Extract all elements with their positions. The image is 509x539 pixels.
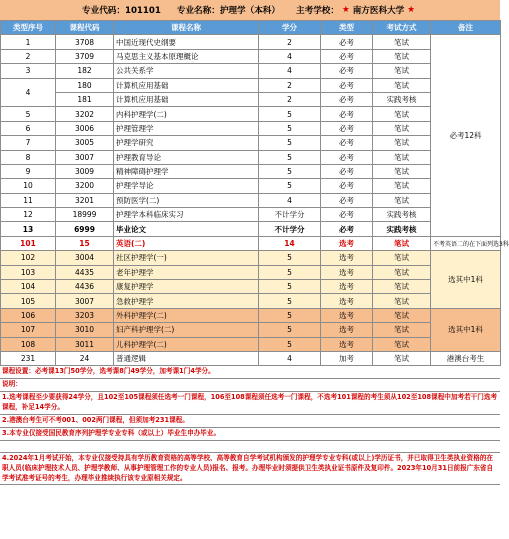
- cell-code: 3203: [56, 308, 114, 322]
- cell-course: 预防医学(二): [114, 193, 259, 207]
- note-line-3: 3.本专业仅接受国民教育序列护理学专业专科（或以上）毕业生申办毕业。: [0, 428, 500, 441]
- cell-credit: 不计学分: [259, 222, 321, 236]
- cell-exam: 实践考核: [373, 92, 431, 106]
- cell-type: 必考: [321, 222, 373, 236]
- cell-code: 3200: [56, 179, 114, 193]
- cell-course: 老年护理学: [114, 265, 259, 279]
- cell-exam: 笔试: [373, 351, 431, 365]
- cell-seq: 13: [1, 222, 56, 236]
- cell-seq: 11: [1, 193, 56, 207]
- cell-seq: 12: [1, 208, 56, 222]
- cell-exam: 笔试: [373, 136, 431, 150]
- cell-seq: 7: [1, 136, 56, 150]
- cell-type: 选考: [321, 251, 373, 265]
- cell-type: 选考: [321, 337, 373, 351]
- cell-exam: 笔试: [373, 78, 431, 92]
- cell-type: 选考: [321, 294, 373, 308]
- cell-code: 182: [56, 64, 114, 78]
- cell-type: 必考: [321, 64, 373, 78]
- cell-code: 3202: [56, 107, 114, 121]
- cell-credit: 5: [259, 280, 321, 294]
- table-row: [1, 150, 501, 164]
- cell-credit: 14: [259, 236, 321, 250]
- cell-exam: 笔试: [373, 35, 431, 49]
- cell-type: 必考: [321, 136, 373, 150]
- cell-seq: 102: [1, 251, 56, 265]
- star-icon: ★: [407, 5, 415, 15]
- table-row: [1, 265, 501, 279]
- cell-course: 马克思主义基本原理概论: [114, 49, 259, 63]
- cell-seq: 5: [1, 107, 56, 121]
- course-table: [0, 20, 509, 366]
- note-line-2: 2.港澳台考生可不考001、002两门课程，但须加考231课程。: [0, 415, 500, 428]
- cell-credit: 5: [259, 308, 321, 322]
- cell-exam: 笔试: [373, 164, 431, 178]
- header-row: [1, 21, 501, 35]
- table-row: [1, 35, 501, 49]
- table-row: [1, 251, 501, 265]
- cell-exam: 笔试: [373, 265, 431, 279]
- note-group2: 选其中1科: [431, 308, 501, 351]
- col-header: 考试方式: [373, 21, 431, 35]
- cell-code: 181: [56, 92, 114, 106]
- cell-code: 3011: [56, 337, 114, 351]
- cell-credit: 5: [259, 107, 321, 121]
- table-title: [0, 0, 500, 20]
- cell-type: 必考: [321, 208, 373, 222]
- cell-credit: 2: [259, 35, 321, 49]
- school-name: 南方医科大学: [352, 6, 405, 16]
- table-row: [1, 49, 501, 63]
- cell-code: 4436: [56, 280, 114, 294]
- note-group1: 选其中1科: [431, 251, 501, 309]
- cell-course: 计算机应用基础: [114, 92, 259, 106]
- school-label: 主考学校：: [296, 6, 339, 16]
- cell-course: 急救护理学: [114, 294, 259, 308]
- cell-type: 必考: [321, 193, 373, 207]
- cell-credit: 5: [259, 323, 321, 337]
- cell-code: 24: [56, 351, 114, 365]
- cell-course: 毕业论文: [114, 222, 259, 236]
- cell-code: 3201: [56, 193, 114, 207]
- cell-credit: 4: [259, 64, 321, 78]
- cell-code: 3709: [56, 49, 114, 63]
- col-header: 类型序号: [1, 21, 56, 35]
- cell-type: 必考: [321, 179, 373, 193]
- cell-course: 社区护理学(一): [114, 251, 259, 265]
- table-row: [1, 121, 501, 135]
- cell-type: 选考: [321, 265, 373, 279]
- cell-type: 选考: [321, 308, 373, 322]
- cell-seq: 10: [1, 179, 56, 193]
- cell-code: 18999: [56, 208, 114, 222]
- cell-seq: 103: [1, 265, 56, 279]
- cell-course: 康复护理学: [114, 280, 259, 294]
- cell-course: 护理学研究: [114, 136, 259, 150]
- cell-type: 必考: [321, 92, 373, 106]
- cell-course: 计算机应用基础: [114, 78, 259, 92]
- cell-seq: 107: [1, 323, 56, 337]
- cell-credit: 5: [259, 179, 321, 193]
- cell-credit: 2: [259, 92, 321, 106]
- cell-exam: 笔试: [373, 179, 431, 193]
- cell-credit: 5: [259, 121, 321, 135]
- cell-seq: 2: [1, 49, 56, 63]
- table-row: [1, 337, 501, 351]
- col-header: 类型: [321, 21, 373, 35]
- cell-code: 3007: [56, 150, 114, 164]
- cell-course: 内科护理学(二): [114, 107, 259, 121]
- table-row: [1, 107, 501, 121]
- cell-credit: 不计学分: [259, 208, 321, 222]
- cell-code: 3708: [56, 35, 114, 49]
- col-header: 学分: [259, 21, 321, 35]
- major-code: 专业代码：101101: [82, 6, 161, 16]
- cell-type: 必考: [321, 107, 373, 121]
- cell-course: 护理学本科临床实习: [114, 208, 259, 222]
- cell-seq: 3: [1, 64, 56, 78]
- cell-course: 儿科护理学(二): [114, 337, 259, 351]
- cell-seq: 106: [1, 308, 56, 322]
- table-row: [1, 308, 501, 322]
- course-plan: 课程设置：必考课13门50学分，选考课8门49学分，加考课1门4学分。: [0, 366, 500, 379]
- note-english: 不考英语二的在下面列选3科: [431, 236, 501, 250]
- cell-credit: 5: [259, 265, 321, 279]
- cell-course: 英语(二): [114, 236, 259, 250]
- table-row-thesis: [1, 222, 501, 236]
- cell-credit: 4: [259, 49, 321, 63]
- cell-credit: 5: [259, 164, 321, 178]
- cell-type: 必考: [321, 121, 373, 135]
- cell-code: 3004: [56, 251, 114, 265]
- footer-notes: [0, 366, 500, 485]
- explain-label: 说明：: [0, 379, 500, 392]
- cell-exam: 实践考核: [373, 208, 431, 222]
- cell-exam: 笔试: [373, 150, 431, 164]
- cell-credit: 4: [259, 193, 321, 207]
- note-line-4: 4.2024年1月考试开始，本专业仅接受持具有学历教育资格的高等学校、高等教育自学考试机构颁发的护理学专业专科(或以上)学历证书，并已取得卫生类执业资格的在职人员(临床护理技术人员、护理学教师、从事护理管理工作的专业人员)报名、报考。办理毕业时须提供卫生类执业证书原件及复印件。2023年10月31日前报广东省自学考试准考证号的考生，办理毕业推续执行该专业原相关规定。: [0, 453, 500, 486]
- table-row: [1, 351, 501, 365]
- cell-exam: 笔试: [373, 337, 431, 351]
- table-row-english: [1, 236, 501, 250]
- cell-credit: 5: [259, 294, 321, 308]
- table-row: [1, 136, 501, 150]
- cell-exam: 笔试: [373, 280, 431, 294]
- cell-code: 4435: [56, 265, 114, 279]
- table-row: [1, 294, 501, 308]
- cell-exam: 笔试: [373, 251, 431, 265]
- cell-type: 必考: [321, 35, 373, 49]
- cell-code: 6999: [56, 222, 114, 236]
- cell-exam: 笔试: [373, 49, 431, 63]
- cell-seq: 104: [1, 280, 56, 294]
- cell-code: 3007: [56, 294, 114, 308]
- cell-code: 3009: [56, 164, 114, 178]
- cell-credit: 2: [259, 78, 321, 92]
- note-line-1: 1.选考课程至少要获得24学分，且102至105课程须任选考一门课程，106至108课程须任选考一门课程，不选考101课程的考生须从102至108课程中加考若干门选考课程，补足14学分。: [0, 392, 500, 415]
- cell-seq: 108: [1, 337, 56, 351]
- cell-course: 普通逻辑: [114, 351, 259, 365]
- table-row: [1, 179, 501, 193]
- note-required: 必考12科: [431, 35, 501, 236]
- spacer: [0, 441, 500, 453]
- cell-exam: 笔试: [373, 308, 431, 322]
- cell-code: 3010: [56, 323, 114, 337]
- cell-course: 精神障碍护理学: [114, 164, 259, 178]
- cell-course: 护理学导论: [114, 179, 259, 193]
- cell-type: 选考: [321, 323, 373, 337]
- cell-credit: 5: [259, 136, 321, 150]
- cell-seq: 101: [1, 236, 56, 250]
- cell-type: 必考: [321, 49, 373, 63]
- table-row: [1, 193, 501, 207]
- cell-seq: 6: [1, 121, 56, 135]
- star-icon: ★: [341, 5, 350, 15]
- cell-code: 3005: [56, 136, 114, 150]
- cell-exam: 笔试: [373, 121, 431, 135]
- cell-type: 选考: [321, 280, 373, 294]
- cell-course: 妇产科护理学(二): [114, 323, 259, 337]
- cell-type: 必考: [321, 164, 373, 178]
- cell-exam: 笔试: [373, 323, 431, 337]
- cell-exam: 笔试: [373, 236, 431, 250]
- cell-course: 护理管理学: [114, 121, 259, 135]
- cell-code: 15: [56, 236, 114, 250]
- table-row: [1, 323, 501, 337]
- col-header: 课程代码: [56, 21, 114, 35]
- cell-credit: 5: [259, 337, 321, 351]
- cell-course: 公共关系学: [114, 64, 259, 78]
- cell-credit: 5: [259, 150, 321, 164]
- cell-exam: 实践考核: [373, 222, 431, 236]
- cell-code: 180: [56, 78, 114, 92]
- cell-credit: 5: [259, 251, 321, 265]
- cell-type: 加考: [321, 351, 373, 365]
- note-hk: 港澳台考生: [431, 351, 501, 365]
- col-header: 备注: [431, 21, 501, 35]
- cell-seq: 8: [1, 150, 56, 164]
- cell-seq: 9: [1, 164, 56, 178]
- cell-exam: 笔试: [373, 193, 431, 207]
- cell-seq: 1: [1, 35, 56, 49]
- cell-course: 护理教育导论: [114, 150, 259, 164]
- col-header: 课程名称: [114, 21, 259, 35]
- table-row: [1, 92, 501, 106]
- cell-exam: 笔试: [373, 107, 431, 121]
- cell-exam: 笔试: [373, 64, 431, 78]
- table-row: [1, 208, 501, 222]
- cell-seq: 4: [1, 78, 56, 107]
- major-name: 专业名称：护理学（本科）: [176, 6, 280, 16]
- cell-code: 3006: [56, 121, 114, 135]
- cell-type: 选考: [321, 236, 373, 250]
- cell-seq: 231: [1, 351, 56, 365]
- cell-course: 外科护理学(二): [114, 308, 259, 322]
- table-row: [1, 78, 501, 92]
- cell-type: 必考: [321, 78, 373, 92]
- cell-type: 必考: [321, 150, 373, 164]
- table-row: [1, 64, 501, 78]
- cell-credit: 4: [259, 351, 321, 365]
- cell-exam: 笔试: [373, 294, 431, 308]
- table-row: [1, 280, 501, 294]
- table-row: [1, 164, 501, 178]
- cell-seq: 105: [1, 294, 56, 308]
- cell-course: 中国近现代史纲要: [114, 35, 259, 49]
